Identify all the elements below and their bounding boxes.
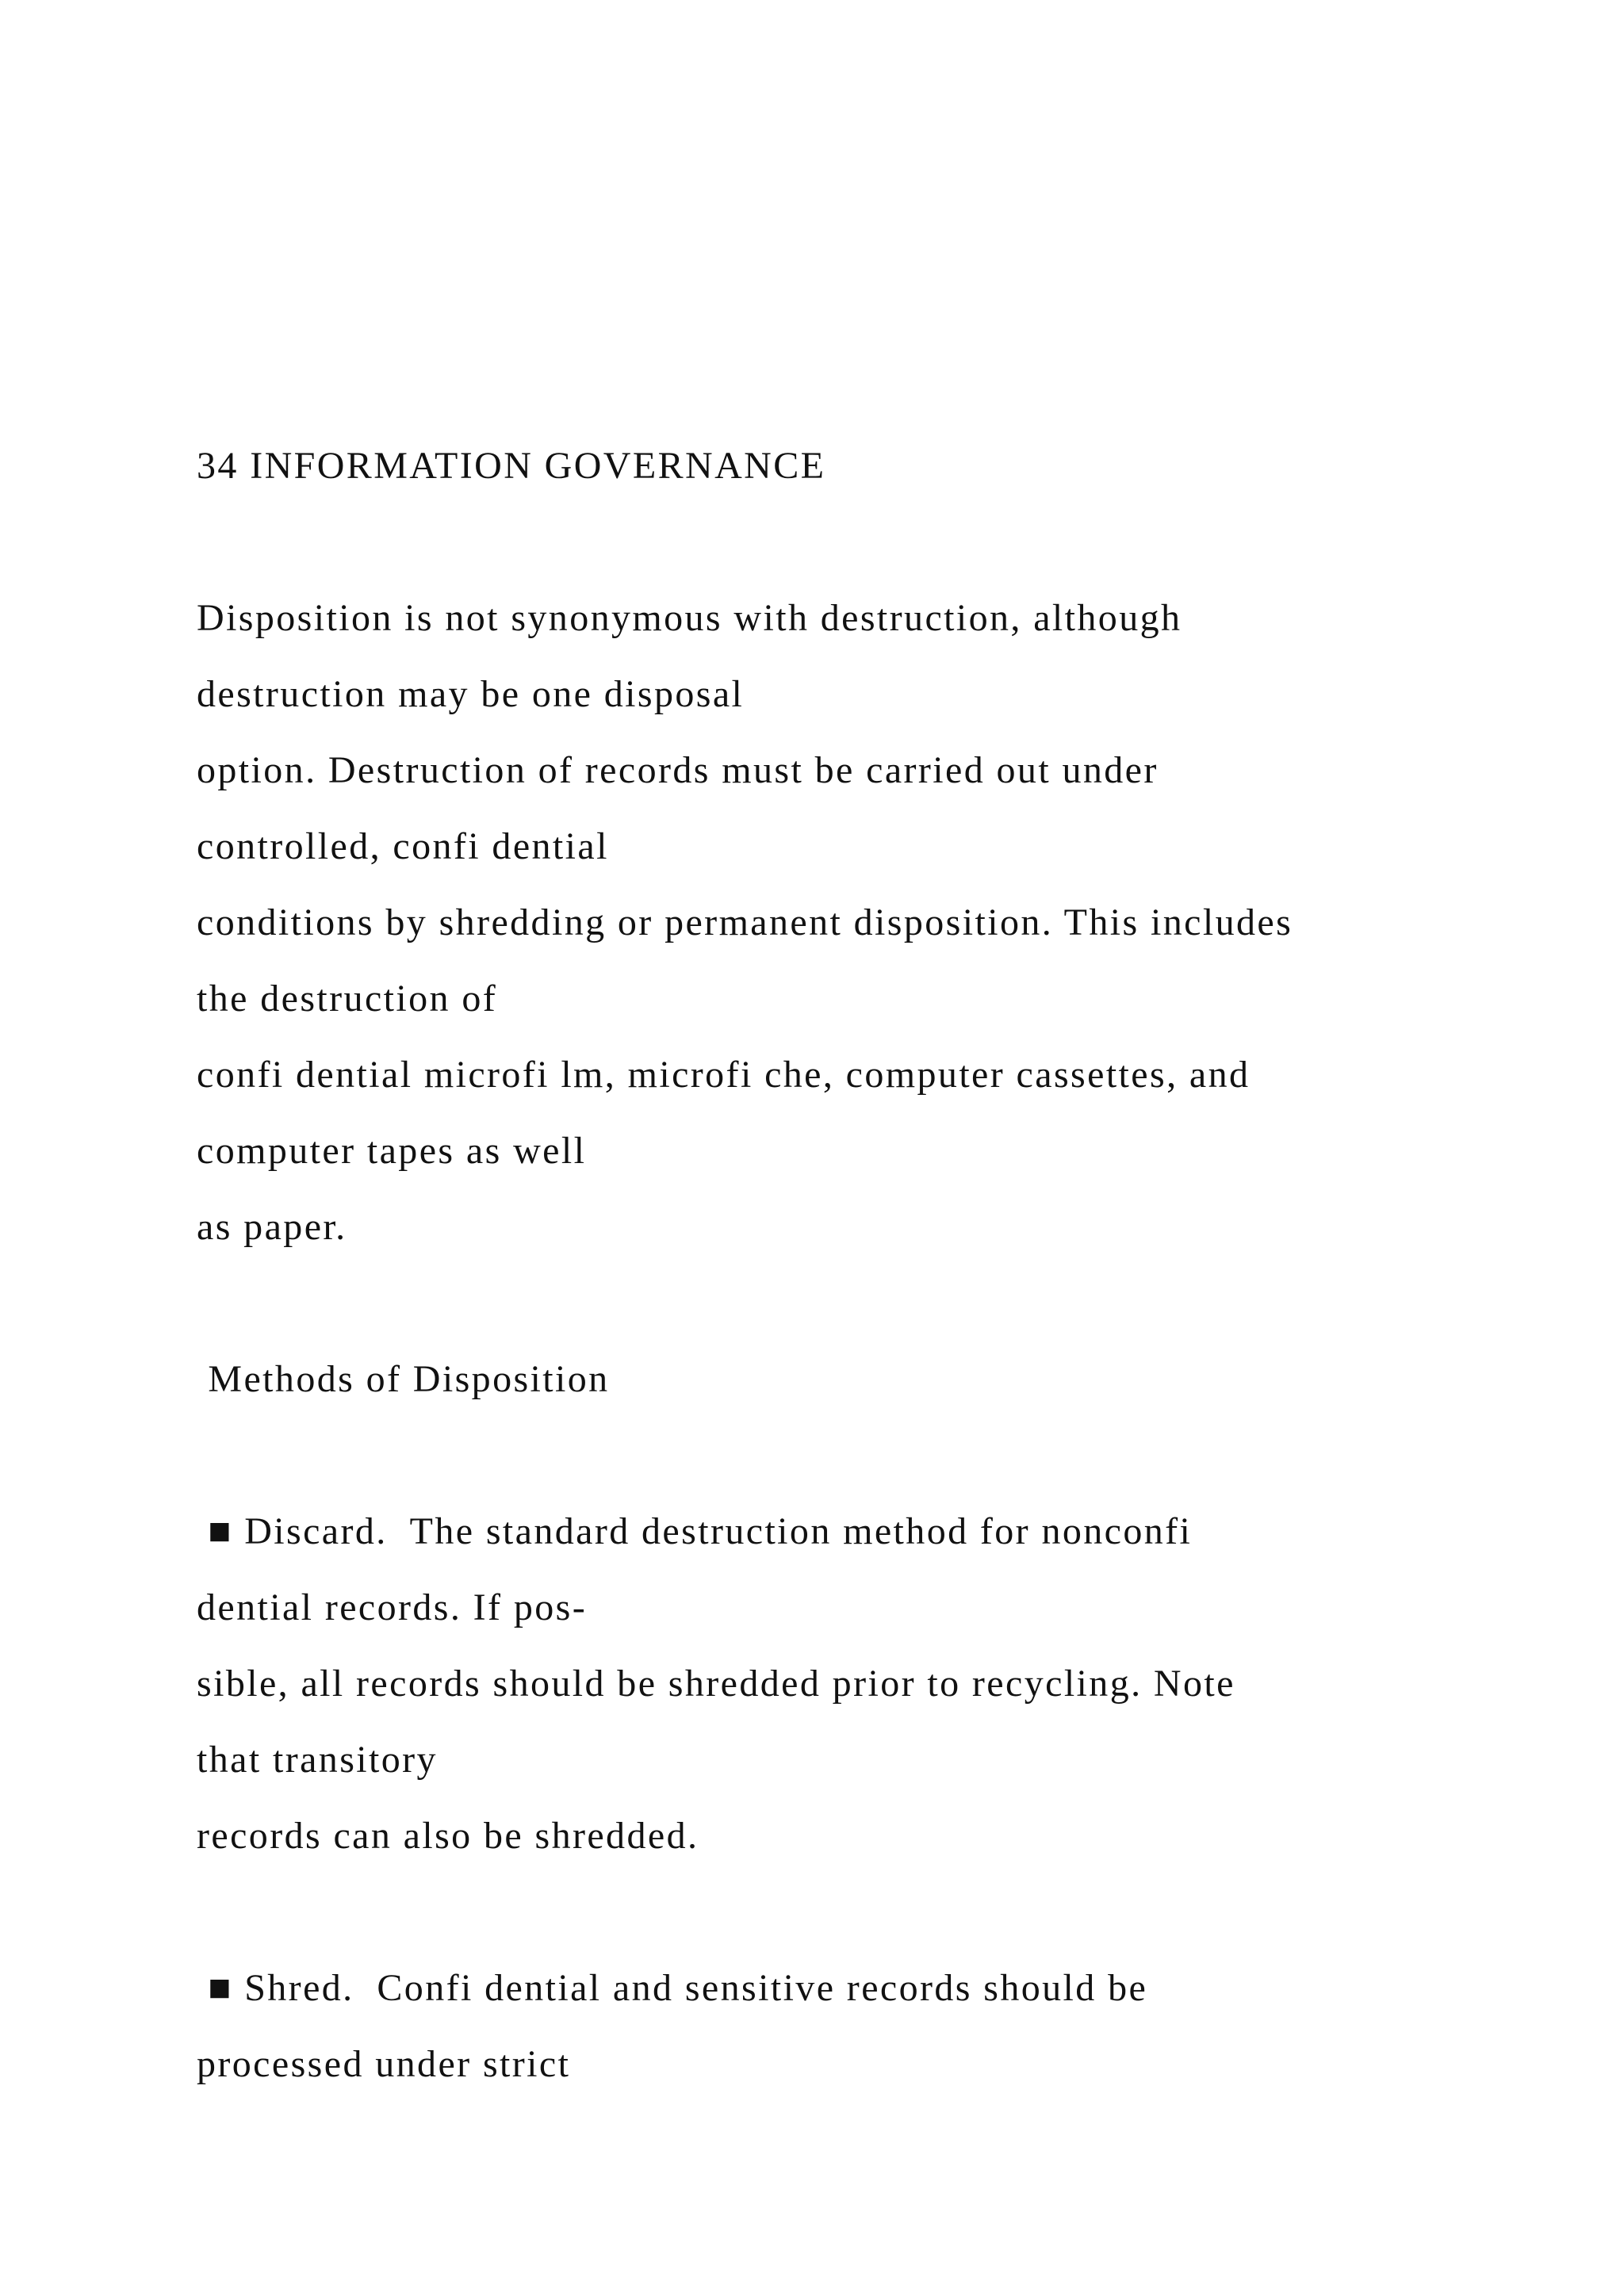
list-item-line: ■ Shred. Confi dential and sensitive records should be <box>197 1967 1148 2009</box>
section-heading: Methods of Disposition <box>197 1358 610 1400</box>
paragraph-line: confi dential microfi lm, microfi che, computer cassettes, and <box>197 1054 1251 1096</box>
paragraph-line: destruction may be one disposal <box>197 673 745 715</box>
paragraph-line: Disposition is not synonymous with destruction, although <box>197 597 1182 639</box>
paragraph-line: the destruction of <box>197 978 498 1020</box>
paragraph-line: as paper. <box>197 1206 347 1248</box>
list-item-line: ■ Discard. The standard destruction method for nonconfi <box>197 1510 1193 1552</box>
list-item-line: that transitory <box>197 1739 438 1781</box>
paragraph-line: conditions by shredding or permanent disposition. This includes <box>197 901 1293 943</box>
paragraph-line: controlled, confi dential <box>197 825 609 867</box>
list-item-line: sible, all records should be shredded prior to recycling. Note <box>197 1663 1235 1705</box>
paragraph-line: option. Destruction of records must be carried out under <box>197 749 1159 791</box>
list-item-line: dential records. If pos- <box>197 1586 588 1628</box>
running-header: 34 INFORMATION GOVERNANCE <box>197 445 826 487</box>
intro-paragraph <box>197 580 1561 1265</box>
paragraph-line: computer tapes as well <box>197 1130 587 1172</box>
document-body <box>197 428 1561 2103</box>
shred-list-item <box>197 1950 1561 2103</box>
list-item-line: records can also be shredded. <box>197 1815 699 1857</box>
list-item-line: processed under strict <box>197 2043 571 2085</box>
spacer <box>197 504 1561 580</box>
spacer <box>197 1418 1561 1494</box>
spacer <box>197 1265 1561 1341</box>
spacer <box>197 1874 1561 1950</box>
discard-list-item <box>197 1494 1561 1874</box>
